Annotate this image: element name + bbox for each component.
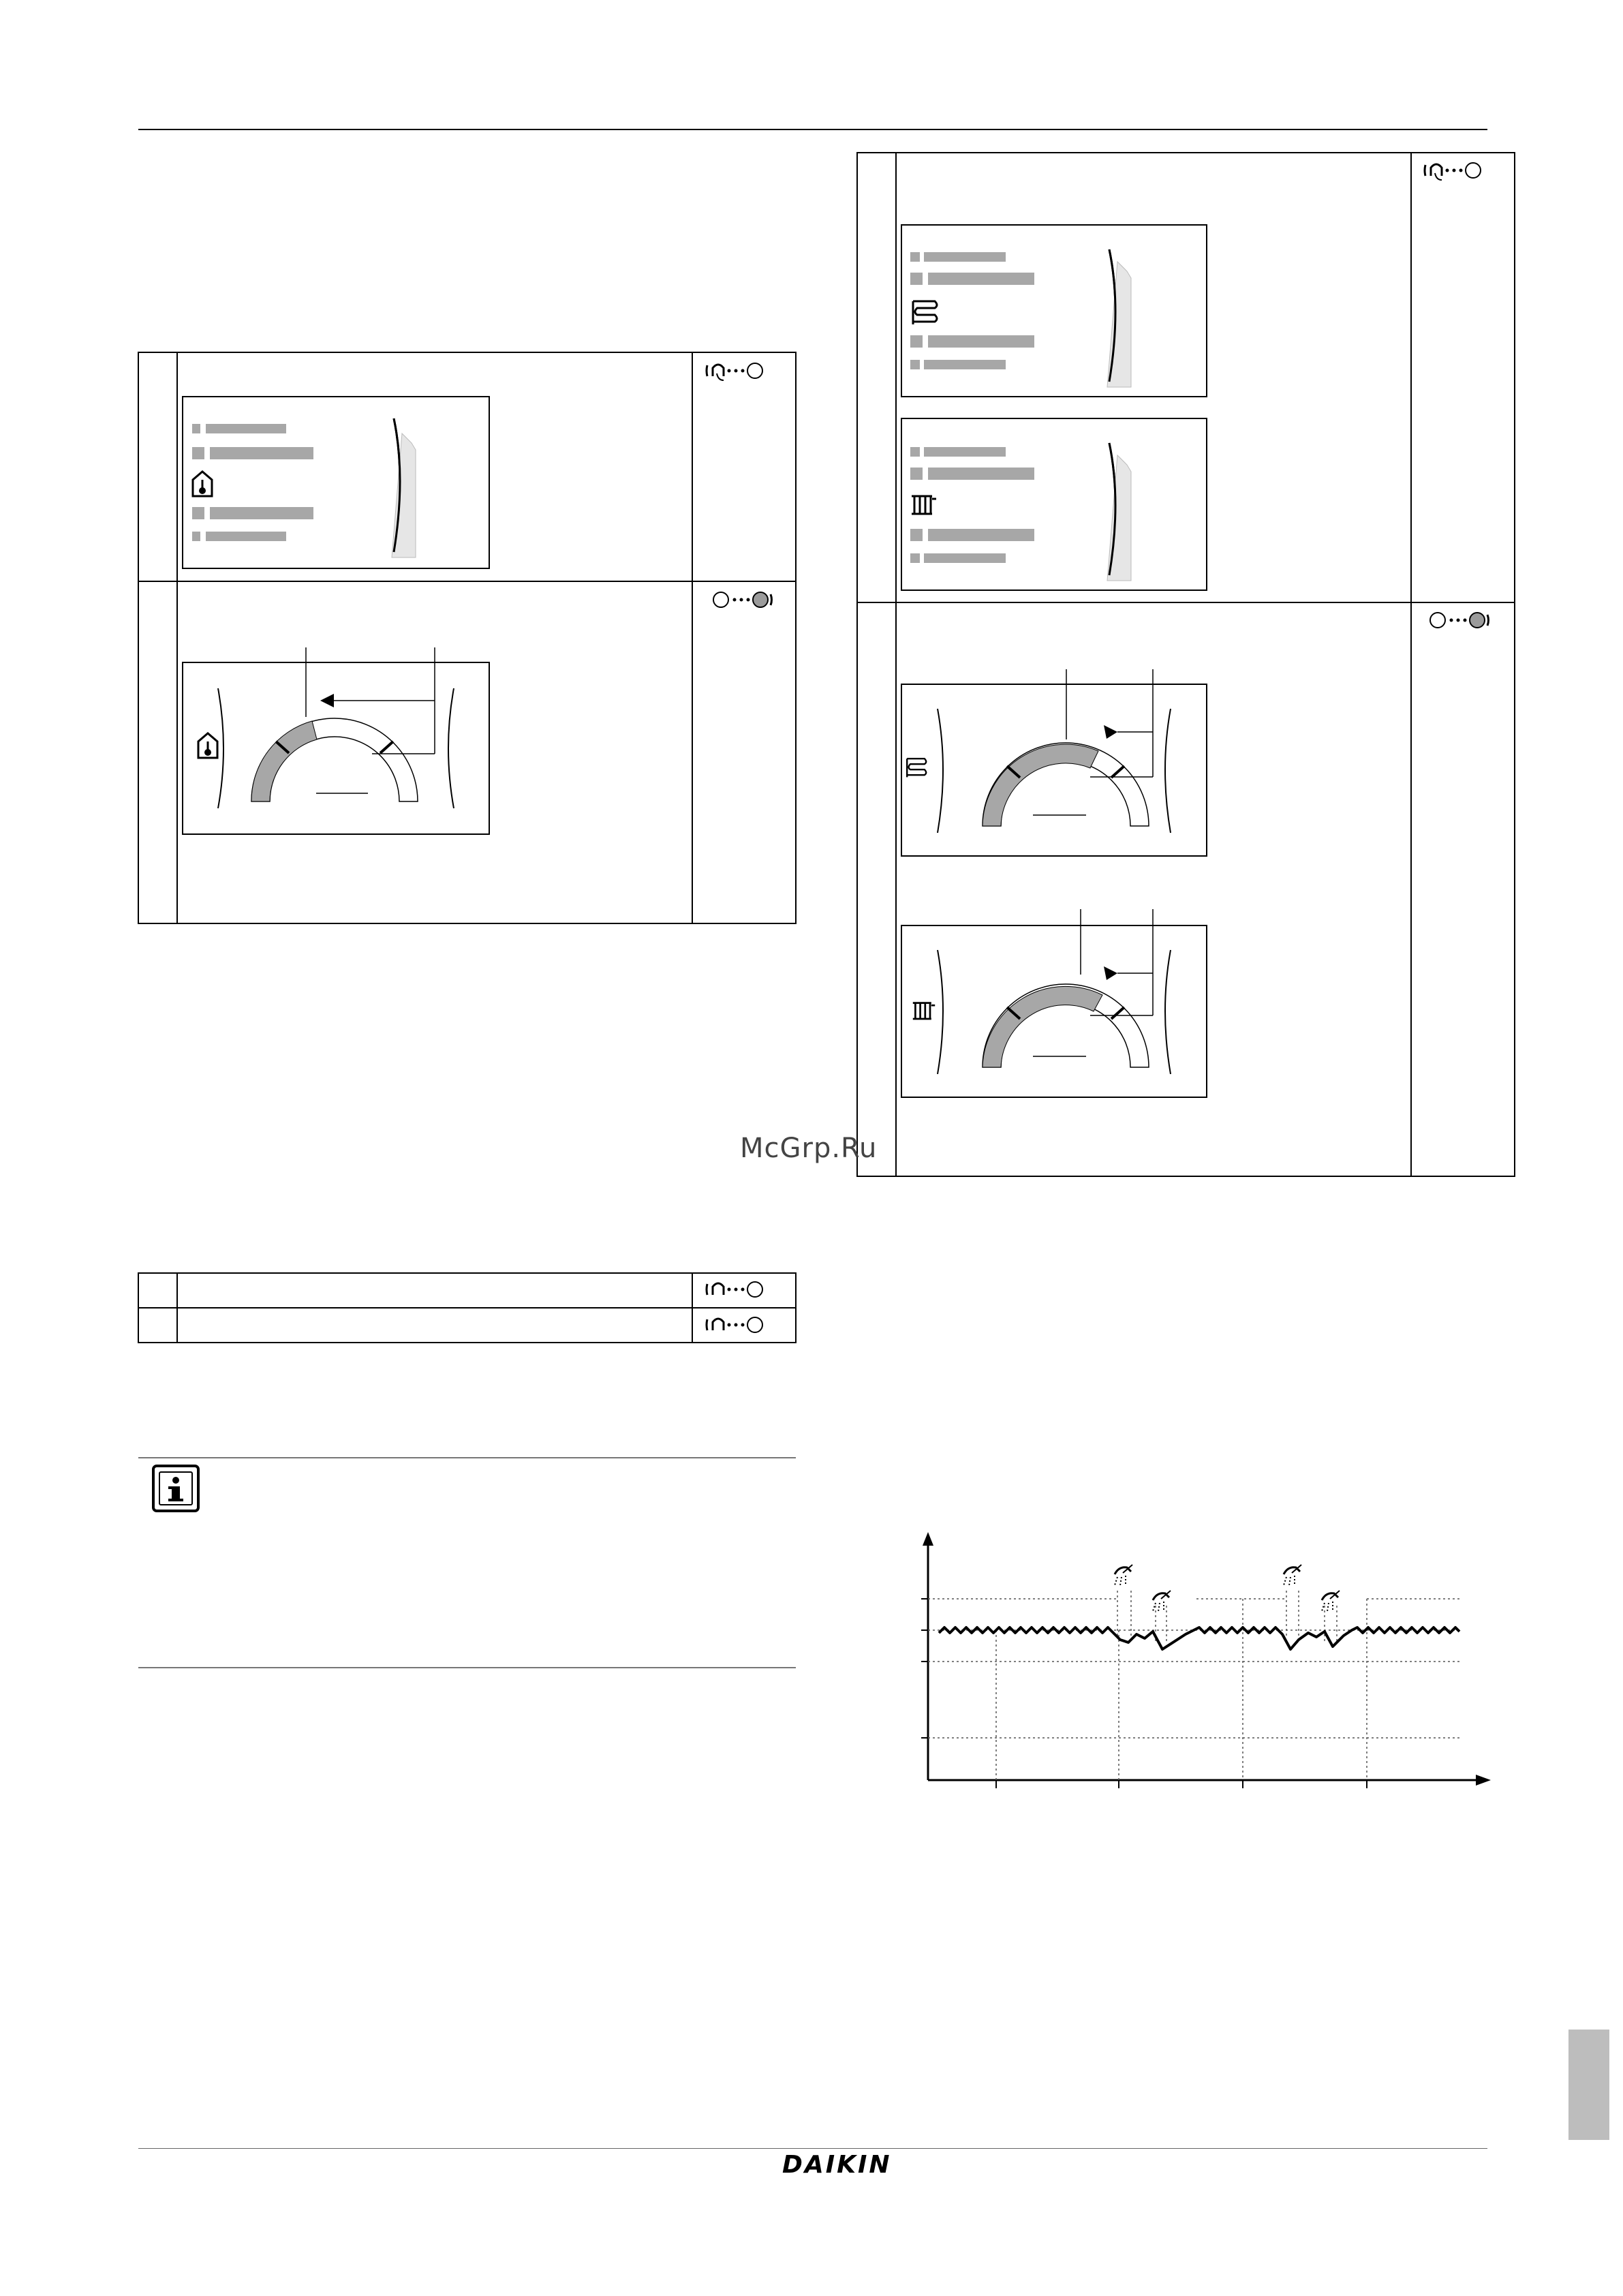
shower-tap-icon <box>1153 1591 1171 1611</box>
shower-tap-icon <box>1284 1565 1301 1585</box>
footer-rule <box>138 2148 1487 2149</box>
shower-tap-icon <box>1115 1565 1132 1585</box>
chapter-side-tab <box>1568 2030 1609 2140</box>
shower-tap-icon <box>1322 1591 1340 1611</box>
daikin-logo: DAIKIN <box>782 2151 892 2179</box>
watermark: McGrp.Ru <box>740 1133 878 1164</box>
